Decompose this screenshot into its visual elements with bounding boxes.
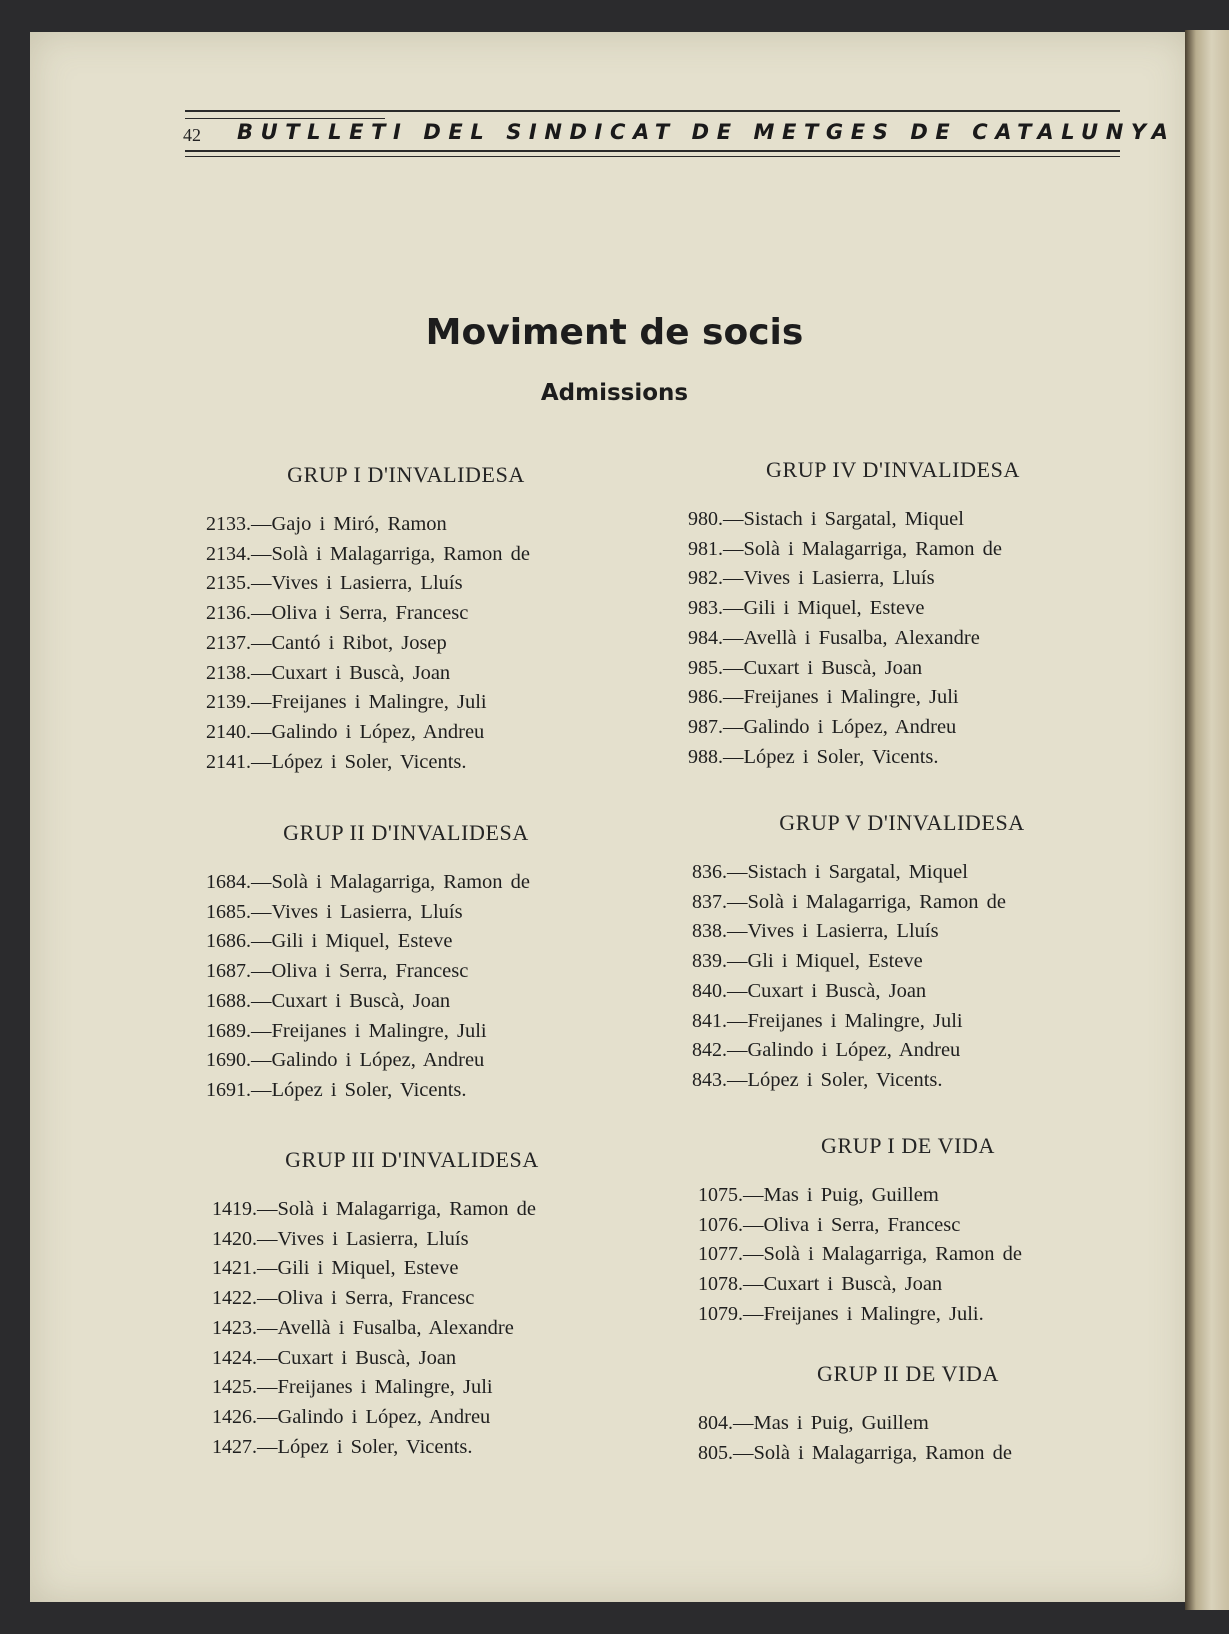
member-number: 2141. [206, 750, 251, 773]
member-entry [212, 1284, 592, 1314]
member-number: 2139. [206, 691, 251, 714]
member-number: 1076. [698, 1213, 743, 1236]
member-name: —Vives i Lasierra, Lluís [251, 900, 463, 923]
member-number: 2140. [206, 720, 251, 743]
group-vida-1 [698, 1133, 1118, 1330]
member-name: —Gli i Miquel, Esteve [727, 950, 923, 973]
header-rule-bottom [185, 150, 1120, 152]
member-entry [692, 1007, 1112, 1037]
member-entry [698, 1270, 1118, 1300]
group-heading: GRUP II DE VIDA [817, 1361, 999, 1386]
member-number: 1421. [212, 1257, 257, 1280]
member-number: 987. [688, 715, 723, 738]
member-entry [688, 654, 1108, 684]
member-number: 2134. [206, 542, 251, 565]
member-number: 841. [692, 1009, 727, 1032]
member-entry [692, 888, 1112, 918]
member-name: —López i Soler, Vicents. [251, 1078, 467, 1101]
member-number: 804. [698, 1412, 733, 1434]
running-title: BUTLLETI DEL SINDICAT DE METGES DE CATALUNYA [237, 120, 1176, 144]
member-number: 1422. [212, 1287, 257, 1310]
member-number: 838. [692, 920, 727, 943]
member-name: —Solà i Malagarriga, Ramon de [257, 1198, 537, 1220]
member-list [688, 505, 1108, 772]
member-name: —Galindo i López, Andreu [257, 1405, 491, 1428]
member-number: 988. [688, 745, 723, 768]
member-entry [688, 505, 1108, 535]
member-number: 984. [688, 626, 723, 649]
group-heading: GRUP IV D'INVALIDESA [766, 457, 1020, 482]
group-invalidesa-2 [206, 820, 586, 1106]
member-number: 840. [692, 979, 727, 1002]
member-number: 2135. [206, 572, 251, 595]
running-header [155, 78, 1176, 158]
member-number: 843. [692, 1068, 727, 1091]
member-name: —Freijanes i Malingre, Juli [257, 1376, 493, 1399]
member-entry [692, 858, 1112, 888]
member-number: 2136. [206, 602, 251, 625]
member-entry [206, 540, 586, 570]
member-entry [212, 1433, 592, 1463]
member-number: 1690. [206, 1049, 251, 1072]
member-name: —Galindo i López, Andreu [727, 1039, 961, 1062]
member-entry [206, 688, 586, 718]
member-entry [688, 683, 1108, 713]
member-name: —Oliva i Serra, Francesc [743, 1213, 961, 1236]
group-heading: GRUP II D'INVALIDESA [283, 820, 529, 845]
member-entry [206, 1017, 586, 1047]
member-entry [212, 1373, 592, 1403]
member-name: —Gili i Miquel, Esteve [251, 930, 453, 953]
member-name: —Vives i Lasierra, Lluís [723, 567, 935, 590]
group-heading: GRUP I DE VIDA [820, 1133, 995, 1158]
member-number: 1423. [212, 1316, 257, 1339]
member-number: 1077. [698, 1243, 743, 1266]
member-entry [206, 629, 586, 659]
group-heading: GRUP I D'INVALIDESA [287, 462, 525, 487]
header-rule-top [185, 110, 1120, 112]
group-heading: GRUP V D'INVALIDESA [779, 810, 1025, 835]
member-entry [688, 743, 1108, 773]
member-name: —Solà i Malagarriga, Ramon de [723, 537, 1003, 560]
member-list [692, 858, 1112, 1096]
member-name: —Solà i Malagarriga, Ramon de [251, 542, 531, 565]
member-name: —Sistach i Sargatal, Miquel [723, 508, 964, 530]
member-entry [206, 510, 586, 540]
member-name: —Freijanes i Malingre, Juli. [743, 1302, 984, 1325]
member-entry [206, 569, 586, 599]
member-entry [688, 713, 1108, 743]
member-number: 805. [698, 1441, 733, 1464]
member-name: —Freijanes i Malingre, Juli [727, 1009, 963, 1032]
header-rule-top-thin [185, 118, 385, 119]
member-number: 839. [692, 950, 727, 973]
member-number: 1687. [206, 960, 251, 983]
member-entry [698, 1409, 1118, 1439]
member-entry [692, 1066, 1112, 1096]
member-entry [212, 1314, 592, 1344]
member-name: —Gili i Miquel, Esteve [723, 597, 925, 620]
group-heading: GRUP III D'INVALIDESA [285, 1147, 539, 1172]
member-number: 1420. [212, 1227, 257, 1250]
member-entry [212, 1254, 592, 1284]
member-name: —Cuxart i Buscà, Joan [727, 979, 927, 1002]
member-name: —Solà i Malagarriga, Ramon de [743, 1243, 1023, 1266]
member-number: 1427. [212, 1435, 257, 1458]
member-name: —Cuxart i Buscà, Joan [723, 656, 923, 679]
member-name: —Gajo i Miró, Ramon [251, 513, 447, 535]
member-entry [698, 1181, 1118, 1211]
member-number: 981. [688, 537, 723, 560]
member-number: 1688. [206, 989, 251, 1012]
group-invalidesa-3 [212, 1147, 592, 1462]
member-number: 2133. [206, 513, 251, 535]
member-number: 837. [692, 890, 727, 913]
group-invalidesa-5 [692, 810, 1112, 1096]
member-number: 2138. [206, 661, 251, 684]
member-list [698, 1181, 1118, 1330]
member-entry [688, 624, 1108, 654]
member-number: 985. [688, 656, 723, 679]
member-name: —Solà i Malagarriga, Ramon de [733, 1441, 1013, 1464]
member-number: 1691. [206, 1078, 251, 1101]
member-name: —López i Soler, Vicents. [251, 750, 467, 773]
member-number: 1426. [212, 1405, 257, 1428]
member-name: —Mas i Puig, Guillem [743, 1184, 939, 1206]
member-entry [212, 1403, 592, 1433]
member-name: —Vives i Lasierra, Lluís [251, 572, 463, 595]
member-entry [212, 1225, 592, 1255]
member-name: —Solà i Malagarriga, Ramon de [251, 871, 531, 893]
member-entry [206, 659, 586, 689]
member-entry [206, 748, 586, 778]
member-name: —Cuxart i Buscà, Joan [251, 661, 451, 684]
member-number: 1424. [212, 1346, 257, 1369]
member-list [206, 510, 586, 777]
member-list [698, 1409, 1118, 1468]
member-name: —Freijanes i Malingre, Juli [251, 1019, 487, 1042]
member-entry [212, 1195, 592, 1225]
member-name: —Gili i Miquel, Esteve [257, 1257, 459, 1280]
member-entry [688, 594, 1108, 624]
member-entry [206, 1076, 586, 1106]
member-number: 1684. [206, 871, 251, 893]
member-name: —Oliva i Serra, Francesc [257, 1287, 475, 1310]
member-entry [206, 898, 586, 928]
member-list [206, 868, 586, 1106]
member-name: —Oliva i Serra, Francesc [251, 960, 469, 983]
member-number: 1425. [212, 1376, 257, 1399]
member-entry [698, 1211, 1118, 1241]
member-name: —Oliva i Serra, Francesc [251, 602, 469, 625]
member-name: —Avellà i Fusalba, Alexandre [257, 1316, 514, 1339]
member-number: 983. [688, 597, 723, 620]
member-number: 980. [688, 508, 723, 530]
member-name: —Galindo i López, Andreu [251, 720, 485, 743]
member-name: —Cuxart i Buscà, Joan [257, 1346, 457, 1369]
member-name: —Vives i Lasierra, Lluís [727, 920, 939, 943]
member-number: 982. [688, 567, 723, 590]
member-name: —Vives i Lasierra, Lluís [257, 1227, 469, 1250]
member-name: —López i Soler, Vicents. [727, 1068, 943, 1091]
member-name: —Cuxart i Buscà, Joan [743, 1273, 943, 1296]
member-entry [206, 987, 586, 1017]
member-entry [688, 564, 1108, 594]
member-entry [206, 927, 586, 957]
member-entry [206, 957, 586, 987]
member-number: 842. [692, 1039, 727, 1062]
member-entry [212, 1344, 592, 1374]
page-number: 42 [183, 125, 201, 145]
member-number: 1079. [698, 1302, 743, 1325]
member-number: 1685. [206, 900, 251, 923]
member-name: —Solà i Malagarriga, Ramon de [727, 890, 1007, 913]
member-name: —Galindo i López, Andreu [723, 715, 957, 738]
header-rule-bottom-thin [185, 156, 1120, 157]
member-entry [206, 868, 586, 898]
member-entry [206, 599, 586, 629]
member-entry [692, 977, 1112, 1007]
member-number: 1689. [206, 1019, 251, 1042]
member-entry [698, 1240, 1118, 1270]
member-entry [206, 1046, 586, 1076]
member-number: 1419. [212, 1198, 257, 1220]
member-number: 1078. [698, 1273, 743, 1296]
member-number: 1075. [698, 1184, 743, 1206]
member-list [212, 1195, 592, 1462]
member-name: —López i Soler, Vicents. [723, 745, 939, 768]
member-name: —Freijanes i Malingre, Juli [251, 691, 487, 714]
member-entry [692, 947, 1112, 977]
member-number: 1686. [206, 930, 251, 953]
member-name: —Cuxart i Buscà, Joan [251, 989, 451, 1012]
member-number: 2137. [206, 631, 251, 654]
page-subtitle: Admissions [540, 380, 689, 406]
member-entry [206, 718, 586, 748]
member-name: —Mas i Puig, Guillem [733, 1412, 929, 1434]
member-number: 836. [692, 861, 727, 883]
member-name: —López i Soler, Vicents. [257, 1435, 473, 1458]
member-entry [692, 917, 1112, 947]
member-name: —Sistach i Sargatal, Miquel [727, 861, 968, 883]
group-invalidesa-4 [688, 457, 1108, 772]
member-entry [692, 1036, 1112, 1066]
group-vida-2 [698, 1361, 1118, 1468]
member-name: —Freijanes i Malingre, Juli [723, 686, 959, 709]
page-title: Moviment de socis [425, 312, 804, 353]
member-entry [698, 1300, 1118, 1330]
group-invalidesa-1 [206, 462, 586, 777]
member-name: —Galindo i López, Andreu [251, 1049, 485, 1072]
member-entry [698, 1439, 1118, 1469]
page-edge [1185, 30, 1229, 1610]
member-name: —Avellà i Fusalba, Alexandre [723, 626, 980, 649]
member-name: —Cantó i Ribot, Josep [251, 631, 447, 654]
member-entry [688, 535, 1108, 565]
member-number: 986. [688, 686, 723, 709]
